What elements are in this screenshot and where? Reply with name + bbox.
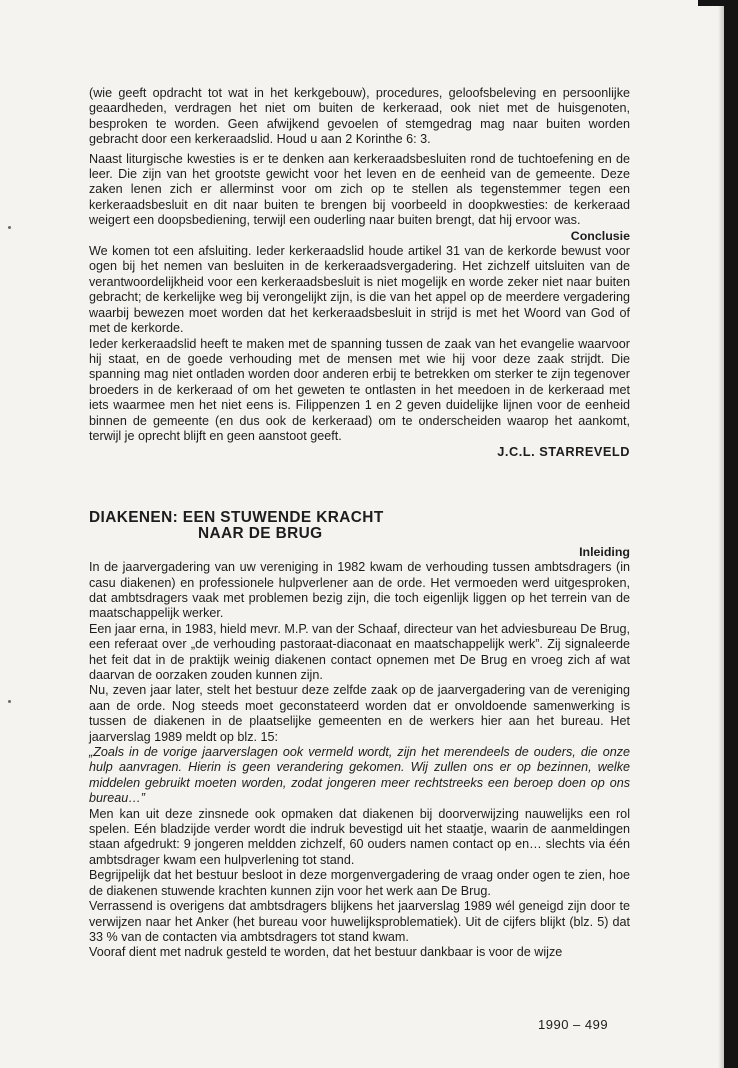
paragraph: We komen tot een afsluiting. Ieder kerkeraadslid houde artikel 31 van de kerkorde bewust voor ogen bij het nemen van besluiten in de kerkeraadsvergadering. Het zichzelf uitsluiten van de verantwoordelijkheid voor een kerkeraadsbesluit is niet mogelijk en worde zeker niet naar buiten gebracht; de kerkelijke weg bij verongelijkt zijn, is die van het appel op de meerdere vergadering waarbij bewezen moet worden dat het kerkeraadsbesluit in strijd is met het Woord van God of met de kerkorde.	[89, 244, 630, 336]
paragraph: Verrassend is overigens dat ambtsdragers blijkens het jaarverslag 1989 wél geneigd zijn door te verwijzen naar het Anker (het bureau voor huwelijksproblematiek). Uit de cijfers blijkt (blz. 5) dat 33 % van de contacten via ambtsdragers tot stand kwam.	[89, 899, 630, 944]
quotation: „Zoals in de vorige jaarverslagen ook vermeld wordt, zijn het merendeels de ouders, die onze hulp aanvragen. Hierin is geen verandering gekomen. Wij zullen ons er op bezinnen, welke middelen gebruikt moeten worden, zodat jongeren meer rechtstreeks een beroep doen op ons bureau…”	[89, 745, 630, 806]
scan-dark-corner	[698, 0, 738, 6]
paragraph: Vooraf dient met nadruk gesteld te worden, dat het bestuur dankbaar is voor de wijze	[89, 945, 563, 960]
paragraph: Ieder kerkeraadslid heeft te maken met de spanning tussen de zaak van het evangelie waarvoor hij staat, en de goede verhouding met de mensen met wie hij voor deze zaak strijdt. Die spanning mag niet ontladen worden door anderen erbij te betrekken om sterker te zijn tegenover broeders in de kerkeraad of om het geweten te ontlasten in het meedoen in de kerkeraad met iets waarmee men het niet eens is. Filippenzen 1 en 2 geven duidelijke lijnen voor de eenheid binnen de gemeente (en dus ook de kerkeraad) om te onderscheiden waarop het aankomt, terwijl je oprecht blijft en geen aanstoot geeft.	[89, 336, 630, 443]
introduction-heading: Inleiding	[579, 544, 630, 559]
paragraph: Men kan uit deze zinsnede ook opmaken dat diakenen bij doorverwijzing nauwelijks een rol spelen. Eén bladzijde verder wordt die indruk bevestigd uit het staatje, waarin de aanmeldingen staan afgedrukt: 9 jongeren meldden zichzelf, 60 ouders namen contact op en… slechts via één ambtsdrager kwam een hulpverlening tot stand.	[89, 806, 630, 867]
page-number: 1990 – 499	[538, 1017, 609, 1032]
paragraph: Een jaar erna, in 1983, hield mevr. M.P. van der Schaaf, directeur van het adviesbureau De Brug, een referaat over „de verhouding pastoraat-diaconaat en maatschappelijk werk”. Zij signaleerde het feit dat in de praktijk weinig diakenen contact opnemen met De Brug en vroeg zich af wat daarvan de oorzaken zouden kunnen zijn.	[89, 621, 630, 682]
paragraph: Nu, zeven jaar later, stelt het bestuur deze zelfde zaak op de jaarvergadering van de vereniging aan de orde. Nog steeds moet geconstateerd worden dat er onvoldoende samenwerking is tussen de diakenen in de plaatselijke gemeenten en de werkers hier aan het bureau. Het jaarverslag 1989 meldt op blz. 15:	[89, 683, 630, 744]
author-signature: J.C.L. STARREVELD	[497, 444, 630, 460]
paragraph: Begrijpelijk dat het bestuur besloot in deze morgenvergadering de vraag onder ogen te zien, hoe de diakenen stuwende krachten kunnen zijn voor het werk aan De Brug.	[89, 868, 630, 898]
conclusion-heading: Conclusie	[570, 228, 630, 243]
margin-mark	[8, 226, 11, 229]
margin-mark	[8, 700, 11, 703]
paragraph: (wie geeft opdracht tot wat in het kerkgebouw), procedures, geloofsbeleving en persoonlijke geaardheden, verdragen het niet om buiten de kerkeraad, ook niet met de huisgenoten, besproken te worden. Geen afwijkend gevoelen of stemgedrag mag naar buiten worden gebracht door een kerkeraadslid. Houd u aan 2 Korinthe 6: 3.	[89, 86, 630, 147]
article-title-line-2: NAAR DE BRUG	[198, 525, 323, 543]
article-title-line-1: DIAKENEN: EEN STUWENDE KRACHT	[89, 508, 384, 526]
article-title	[89, 510, 630, 543]
scan-dark-edge	[724, 0, 738, 1068]
text-column	[89, 86, 630, 961]
paragraph: Naast liturgische kwesties is er te denken aan kerkeraadsbesluiten rond de tuchtoefening en de leer. Die zijn van het grootste gewicht voor het leven en de eenheid van de gemeente. Deze zaken lenen zich er allerminst voor om zich op te stellen als tegenstemmer tegen een kerkeraadsbesluit en dit naar buiten te brengen bij voorbeeld in doopkwesties: de kerkeraad weigert een doopsbediening, terwijl een ouderling naar buiten brengt, dat hij ervoor was.	[89, 151, 630, 228]
paragraph: In de jaarvergadering van uw vereniging in 1982 kwam de verhouding tussen ambtsdragers (in casu diakenen) en professionele hulpverlener aan de orde. Het vermoeden werd uitgesproken, dat ambtsdragers vaak met problemen bezig zijn, die toch eigenlijk liggen op het terrein van de maatschappelijk werker.	[89, 560, 630, 621]
